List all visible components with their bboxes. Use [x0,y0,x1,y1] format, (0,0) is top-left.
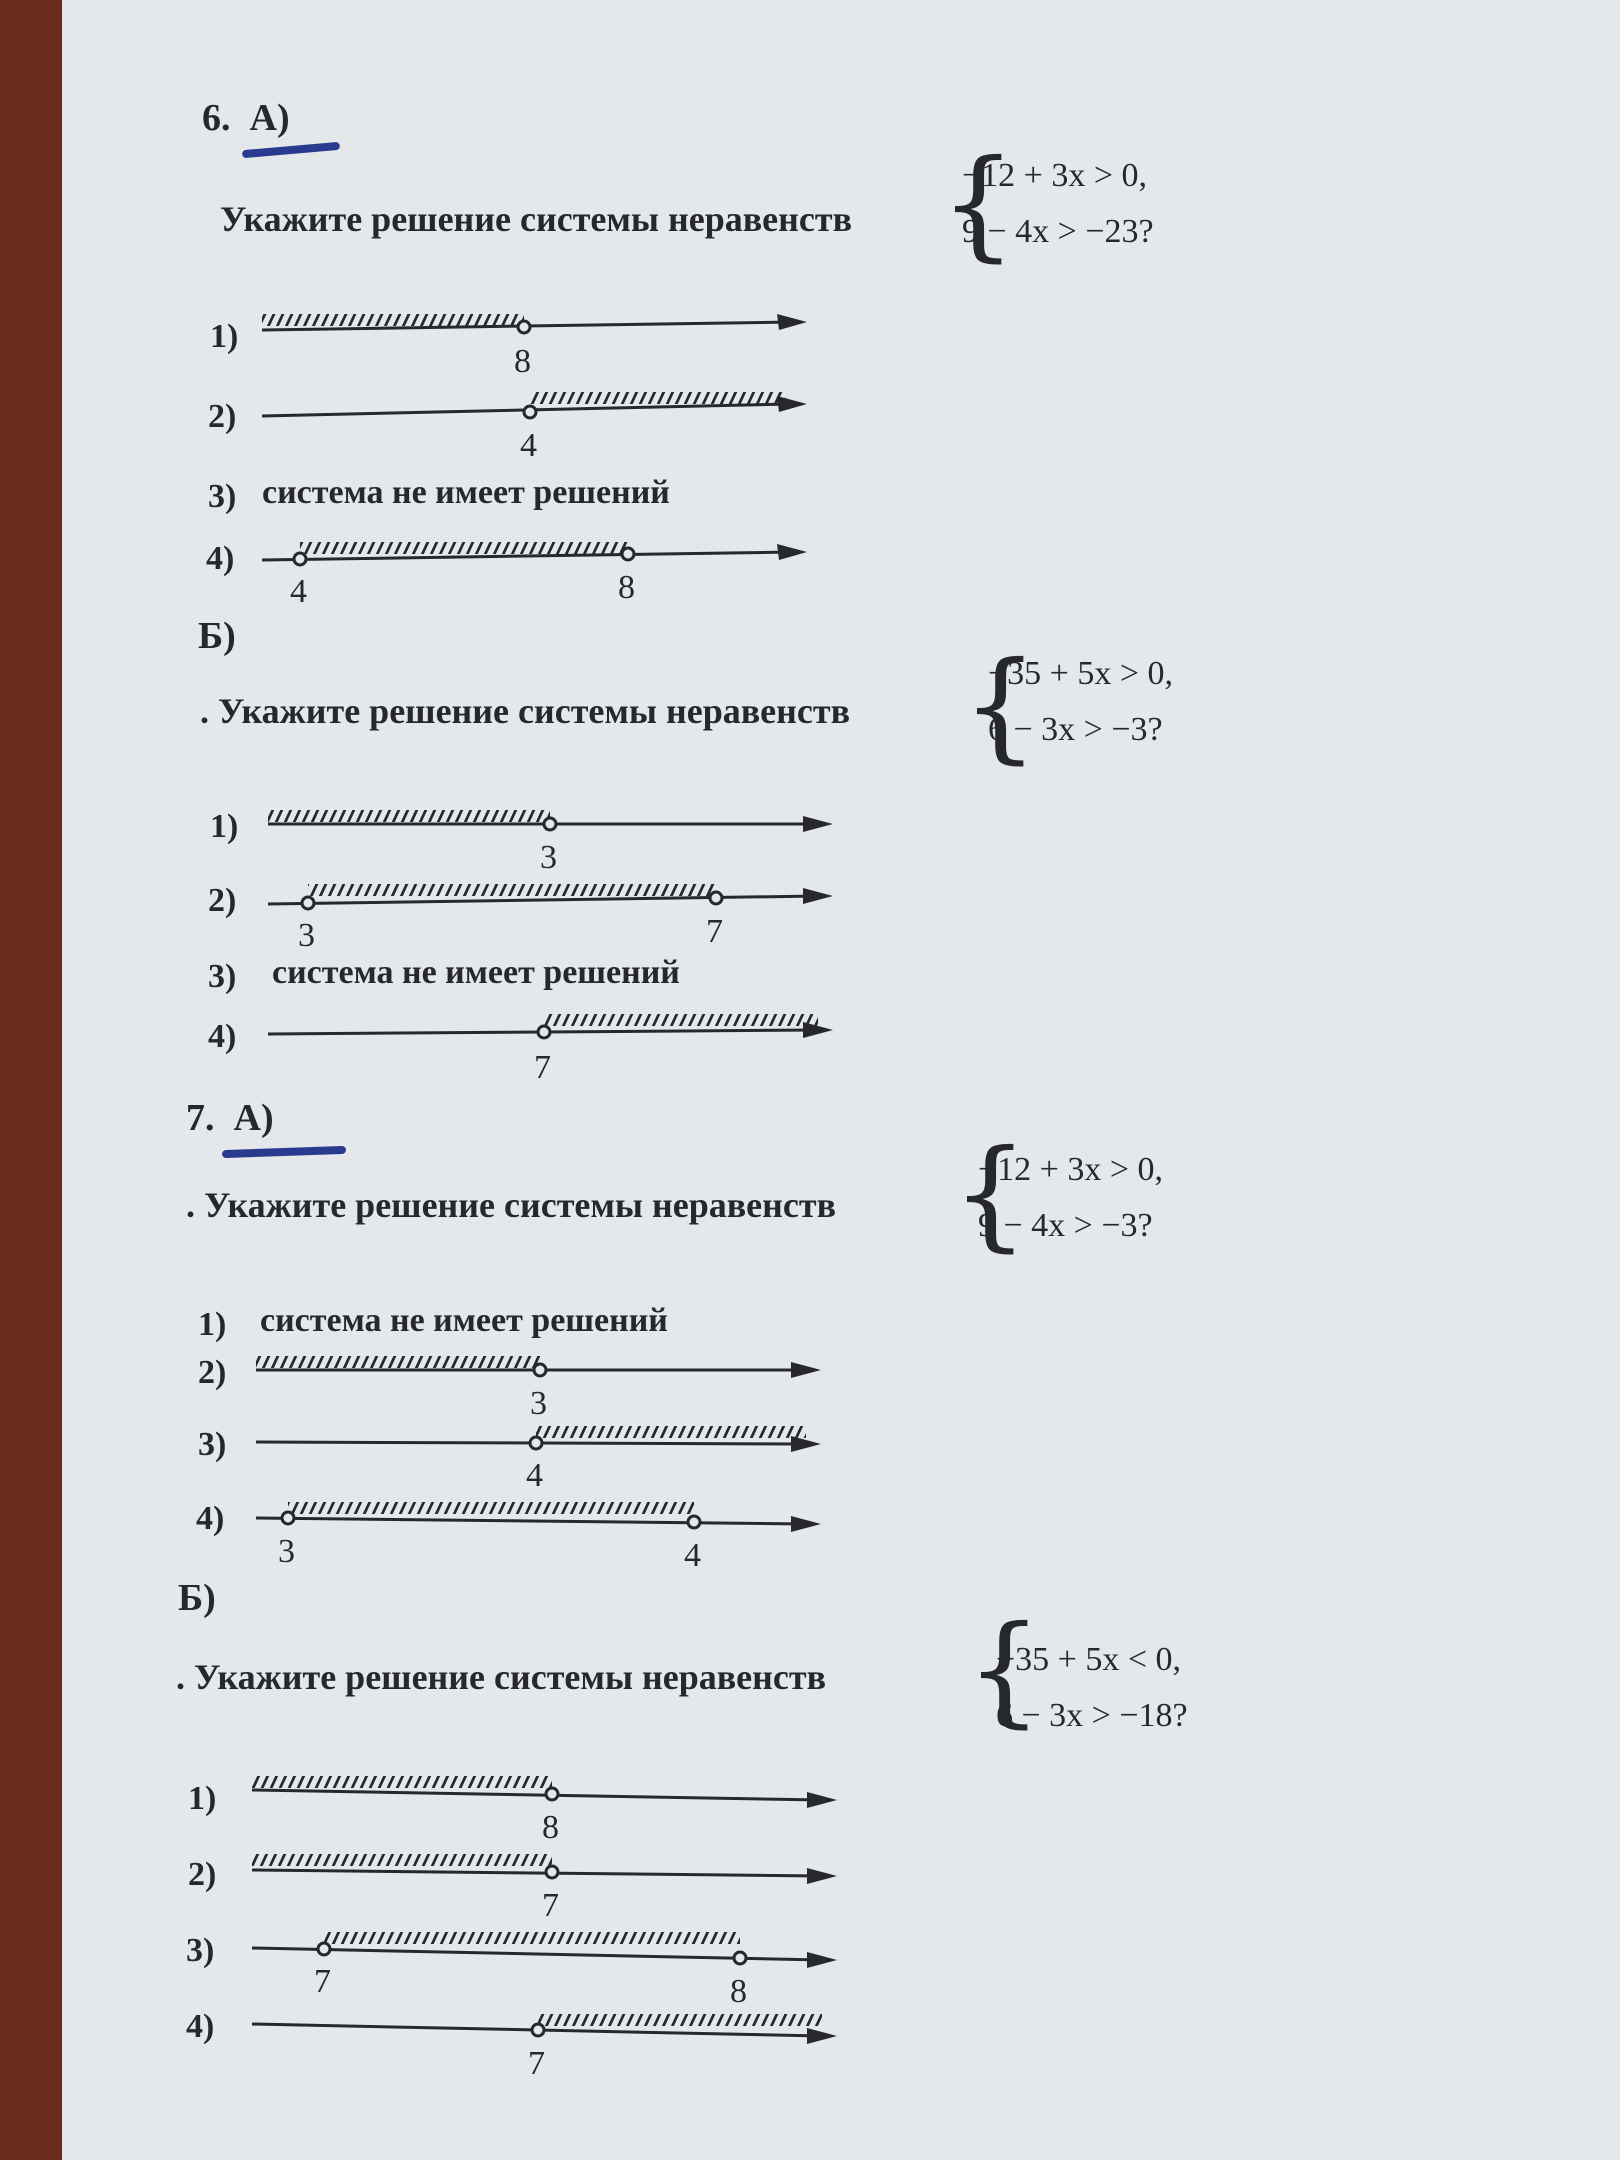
tick-label: 8 [730,1973,747,2010]
option-text: система не имеет решений [272,954,680,991]
tick-label: 3 [278,1533,295,1570]
option-label: 4) [186,2008,215,2045]
option-label: 2) [208,398,237,435]
number-line-7a-2 [246,1344,826,1424]
tick-label: 3 [530,1385,547,1422]
option-text: система не имеет решений [260,1302,668,1339]
number-line-6a-4 [252,530,812,610]
system-brace: { [952,1125,1029,1264]
tick-label: 7 [542,1887,559,1924]
task-6-part-b: Б) [198,615,236,657]
task-7b-system: −35 + 5x < 0, 6 − 3x > −18? [996,1641,1188,1734]
task-7a-question: . Укажите решение системы неравенств [186,1185,837,1225]
task-6b-system: −35 + 5x > 0, 6 − 3x > −3? [988,655,1174,748]
option-label: 3) [208,958,237,995]
tick-label: 3 [540,839,557,876]
option-label: 1) [198,1306,227,1343]
tick-label: 4 [526,1457,543,1494]
task-7-number: 7. А) [186,1097,274,1139]
option-label: 1) [210,808,239,845]
tick-label: 4 [520,427,537,464]
tick-label: 7 [314,1963,331,2000]
number-line-7a-3 [246,1418,826,1498]
tick-label: 7 [706,913,723,950]
number-line-6b-1 [258,800,838,880]
tick-label: 4 [684,1537,701,1574]
tick-label: 7 [534,1049,551,1086]
option-label: 3) [198,1426,227,1463]
system-brace: { [962,637,1039,776]
number-line-7b-4 [242,2000,842,2090]
option-label: 4) [196,1500,225,1537]
number-line-7a-4 [246,1494,826,1574]
task-6a-system: −12 + 3x > 0, 9 − 4x > −23? [962,157,1154,250]
tick-label: 8 [542,1809,559,1846]
option-label: 2) [188,1856,217,1893]
option-text: система не имеет решений [262,474,670,511]
task-7b-question: . Укажите решение системы неравенств [176,1657,827,1697]
option-label: 2) [208,882,237,919]
tick-label: 7 [528,2045,545,2082]
number-line-7b-2 [242,1846,842,1926]
option-label: 3) [208,478,237,515]
number-line-7b-1 [242,1770,842,1850]
number-line-6a-1 [252,300,812,380]
option-label: 4) [206,540,235,577]
system-brace: { [966,1601,1043,1740]
option-label: 2) [198,1354,227,1391]
task-6a-question: Укажите решение системы неравенств [220,199,853,239]
task-6-number: 6. А) [202,97,290,139]
option-label: 1) [210,318,239,355]
task-7a-system: −12 + 3x > 0, 9 − 4x > −3? [978,1151,1164,1244]
option-label: 4) [208,1018,237,1055]
system-brace: { [940,135,1017,274]
worksheet-page [62,0,1620,2160]
pen-underline [222,1146,346,1158]
number-line-6a-2 [252,384,812,464]
task-6b-question: . Укажите решение системы неравенств [200,691,851,731]
pen-underline [242,142,340,159]
tick-label: 3 [298,917,315,954]
tick-label: 8 [514,343,531,380]
option-label: 1) [188,1780,217,1817]
tick-label: 8 [618,569,635,606]
task-7-part-a: А) [233,1097,274,1139]
task-7-part-b: Б) [178,1577,216,1619]
task-6-part-a: А) [249,97,290,139]
number-line-6b-4 [258,1002,838,1086]
tick-label: 4 [290,573,307,610]
number-line-6b-2 [258,872,838,952]
option-label: 3) [186,1932,215,1969]
